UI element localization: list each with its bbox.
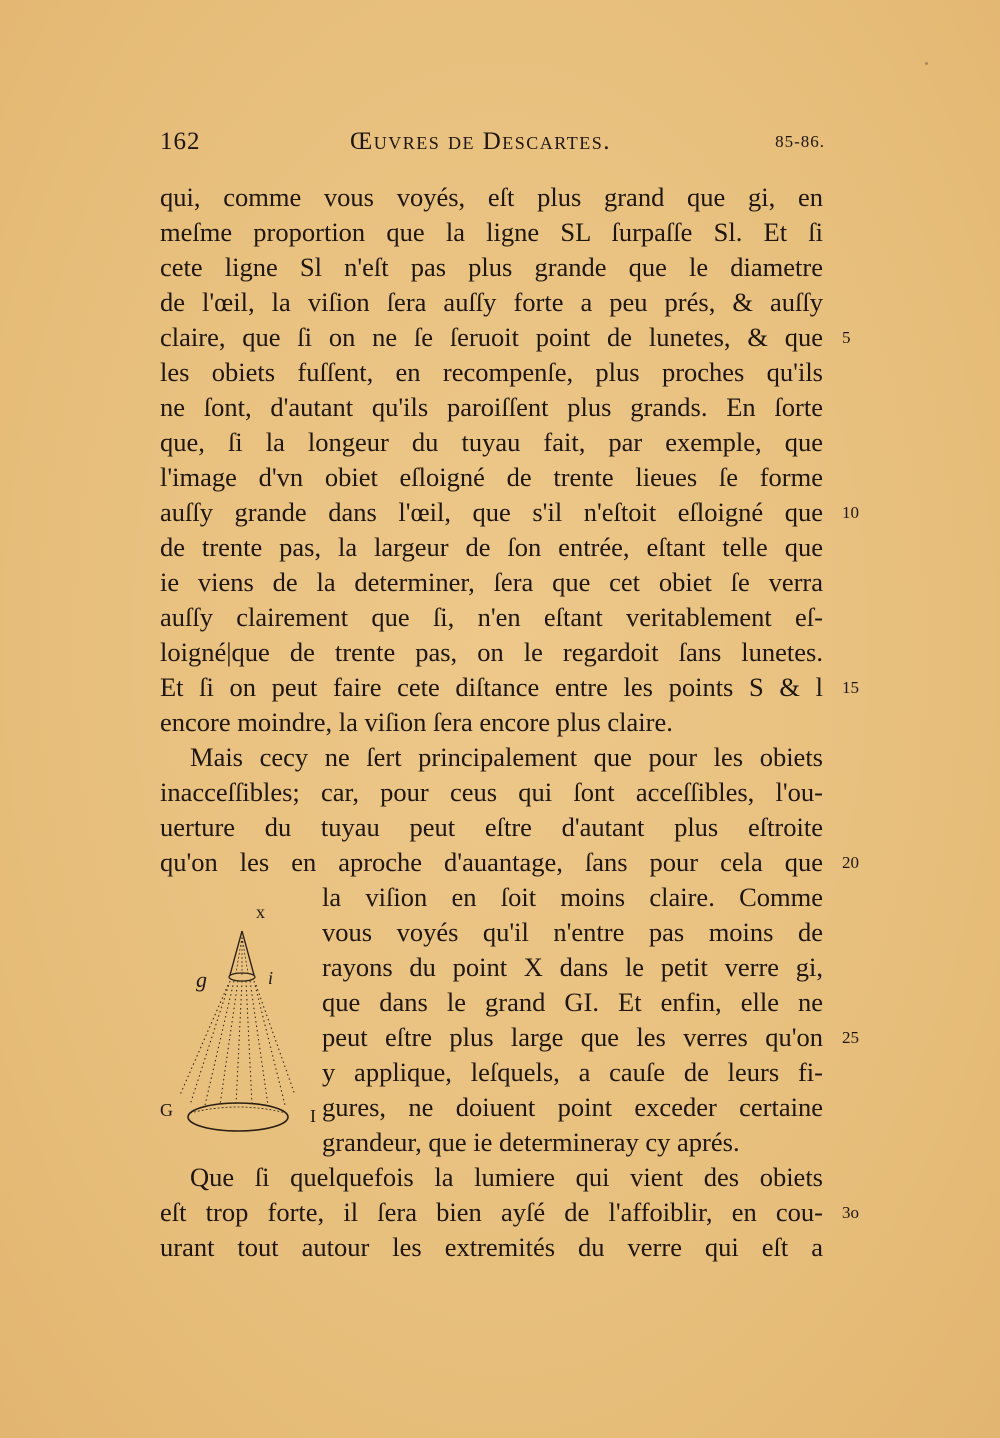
text-line: uerture du tuyau peut eſtre d'autant plus eſtroite: [160, 812, 823, 842]
text-line: y applique, leſquels, a cauſe de leurs fi-: [322, 1057, 823, 1087]
text-line: cete ligne Sl n'eſt pas plus grande que le diametre: [160, 252, 823, 282]
figure-label-i: i: [268, 968, 274, 988]
text-line: urant tout autour les extremités du verre qui eſt a: [160, 1232, 823, 1262]
running-header: [160, 128, 825, 164]
text-line: la viſion en ſoit moins claire. Comme: [322, 882, 823, 912]
figure-label-x: x: [256, 902, 265, 922]
line-number: 10: [842, 503, 859, 522]
figure-label-I: I: [310, 1106, 316, 1126]
text-line: claire, que ſi on ne ſe ſeruoit point de lunetes, & que: [160, 322, 823, 352]
paper-speck: [925, 62, 928, 65]
text-line: inacceſſibles; car, pour ceus qui ſont acceſſibles, l'ou-: [160, 777, 823, 807]
line-number: 3o: [842, 1203, 859, 1222]
text-line: de l'œil, la viſion ſera auſſy forte a peu prés, & auſſy: [160, 287, 823, 317]
text-line: grandeur, que ie determineray cy aprés.: [322, 1127, 740, 1157]
figure-label-G: G: [160, 1100, 173, 1120]
text-line: loigné|que de trente pas, on le regardoit ſans lunetes.: [160, 637, 823, 667]
line-number: 20: [842, 853, 859, 872]
line-number: 15: [842, 678, 859, 697]
figure-label-g: g: [196, 967, 207, 992]
text-line: qui, comme vous voyés, eſt plus grand que gi, en: [160, 182, 823, 212]
text-line: l'image d'vn obiet eſloigné de trente lieues ſe forme: [160, 462, 823, 492]
text-line: peut eſtre plus large que les verres qu'on: [322, 1022, 823, 1052]
cone-diagram: [150, 895, 330, 1145]
text-line: Et ſi on peut faire cete diſtance entre les points S & l: [160, 672, 823, 702]
text-line: eſt trop forte, il ſera bien ayſé de l'affoiblir, en cou-: [160, 1197, 823, 1227]
text-line: auſſy clairement que ſi, n'en eſtant veritablement eſ-: [160, 602, 823, 632]
running-title: Œuvres de Descartes.: [350, 128, 611, 155]
text-line: Mais cecy ne ſert principalement que pour les obiets: [190, 742, 823, 772]
text-line: gures, ne doiuent point exceder certaine: [322, 1092, 823, 1122]
text-line: ie viens de la determiner, ſera que cet obiet ſe verra: [160, 567, 823, 597]
text-line: meſme proportion que la ligne SL ſurpaſſe Sl. Et ſi: [160, 217, 823, 247]
text-line: de trente pas, la largeur de ſon entrée, eſtant telle que: [160, 532, 823, 562]
text-line: qu'on les en aproche d'auantage, ſans pour cela que: [160, 847, 823, 877]
line-number: 5: [842, 328, 851, 347]
text-line: rayons du point X dans le petit verre gi,: [322, 952, 823, 982]
text-line: ne ſont, d'autant qu'ils paroiſſent plus grands. En ſorte: [160, 392, 823, 422]
lens-ray-figure: [150, 895, 330, 1145]
text-line: que dans le grand GI. Et enfin, elle ne: [322, 987, 823, 1017]
text-line: encore moindre, la viſion ſera encore plus claire.: [160, 707, 673, 737]
page-number: 162: [160, 128, 201, 155]
text-line: vous voyés qu'il n'entre pas moins de: [322, 917, 823, 947]
text-line: les obiets fuſſent, en recompenſe, plus proches qu'ils: [160, 357, 823, 387]
page-refs: 85-86.: [775, 132, 825, 151]
text-line: auſſy grande dans l'œil, que s'il n'eſtoit eſloigné que: [160, 497, 823, 527]
text-line: Que ſi quelquefois la lumiere qui vient des obiets: [190, 1162, 823, 1192]
line-number: 25: [842, 1028, 859, 1047]
text-line: que, ſi la longeur du tuyau fait, par exemple, que: [160, 427, 823, 457]
